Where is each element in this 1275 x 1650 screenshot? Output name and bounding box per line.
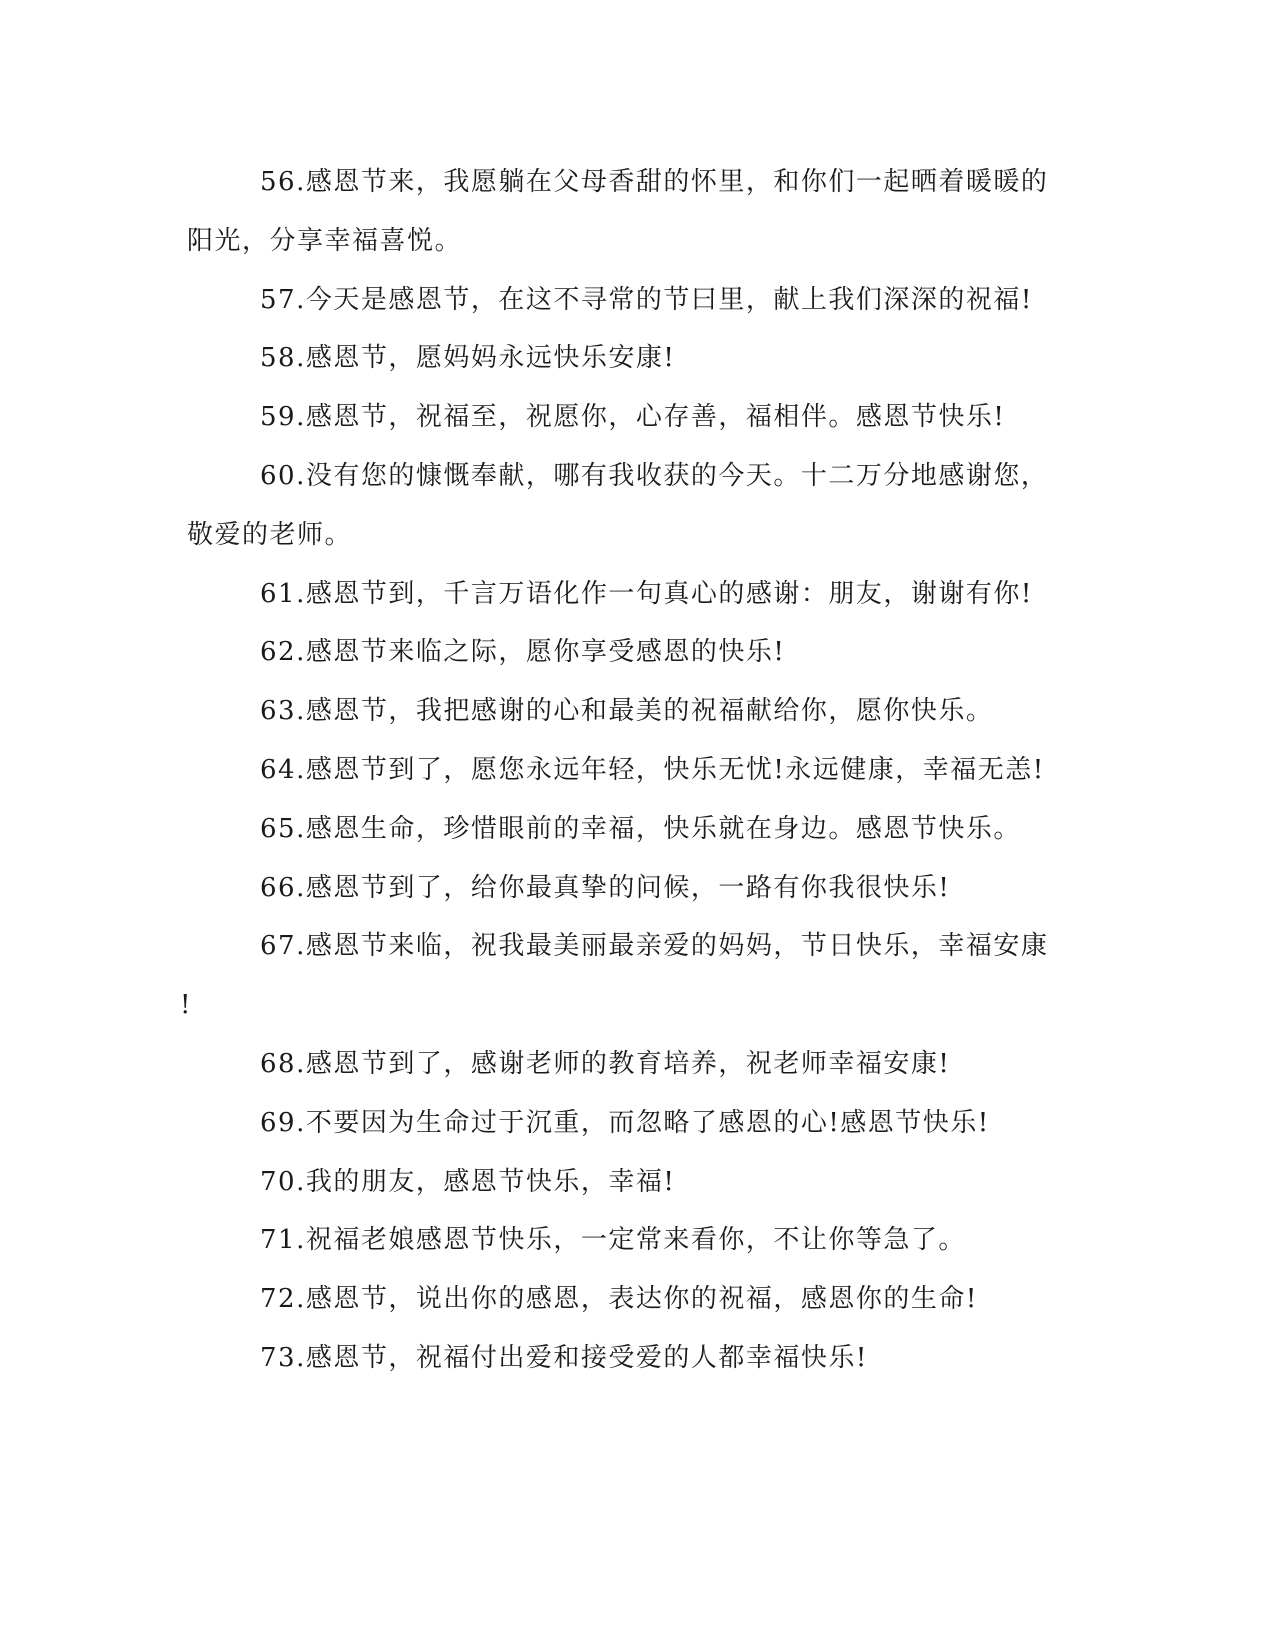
text-line: 70.我的朋友，感恩节快乐，幸福!: [260, 1167, 676, 1197]
text-line: 63.感恩节，我把感谢的心和最美的祝福献给你，愿你快乐。: [260, 696, 994, 726]
text-line: 65.感恩生命，珍惜眼前的幸福，快乐就在身边。感恩节快乐。: [260, 814, 1021, 844]
text-line: 61.感恩节到，千言万语化作一句真心的感谢：朋友，谢谢有你!: [260, 579, 1033, 609]
text-line: 62.感恩节来临之际，愿你享受感恩的快乐!: [260, 637, 786, 667]
text-line: 敬爱的老师。: [187, 520, 353, 550]
text-line: 56.感恩节来，我愿躺在父母香甜的怀里，和你们一起晒着暖暖的: [260, 167, 1049, 197]
text-line: 67.感恩节来临，祝我最美丽最亲爱的妈妈，节日快乐，幸福安康: [260, 931, 1049, 961]
text-line: 72.感恩节，说出你的感恩，表达你的祝福，感恩你的生命!: [260, 1284, 978, 1314]
text-line: 66.感恩节到了，给你最真挚的问候，一路有你我很快乐!: [260, 873, 951, 903]
text-line: 69.不要因为生命过于沉重，而忽略了感恩的心!感恩节快乐!: [260, 1108, 990, 1138]
text-line: 58.感恩节，愿妈妈永远快乐安康!: [260, 343, 676, 373]
text-line: 68.感恩节到了，感谢老师的教育培养，祝老师幸福安康!: [260, 1049, 951, 1079]
text-line: 阳光，分享幸福喜悦。: [187, 226, 463, 256]
text-line: 71.祝福老娘感恩节快乐，一定常来看你，不让你等急了。: [260, 1225, 966, 1255]
text-line: 73.感恩节，祝福付出爱和接受爱的人都幸福快乐!: [260, 1343, 868, 1373]
text-line: 59.感恩节，祝福至，祝愿你，心存善，福相伴。感恩节快乐!: [260, 402, 1006, 432]
text-line: 64.感恩节到了，愿您永远年轻，快乐无忧!永远健康，幸福无恙!: [260, 755, 1045, 785]
text-line: 57.今天是感恩节，在这不寻常的节曰里，献上我们深深的祝福!: [260, 285, 1033, 315]
text-line: !: [180, 990, 192, 1020]
text-line: 60.没有您的慷慨奉献，哪有我收获的今天。十二万分地感谢您，: [260, 461, 1049, 491]
